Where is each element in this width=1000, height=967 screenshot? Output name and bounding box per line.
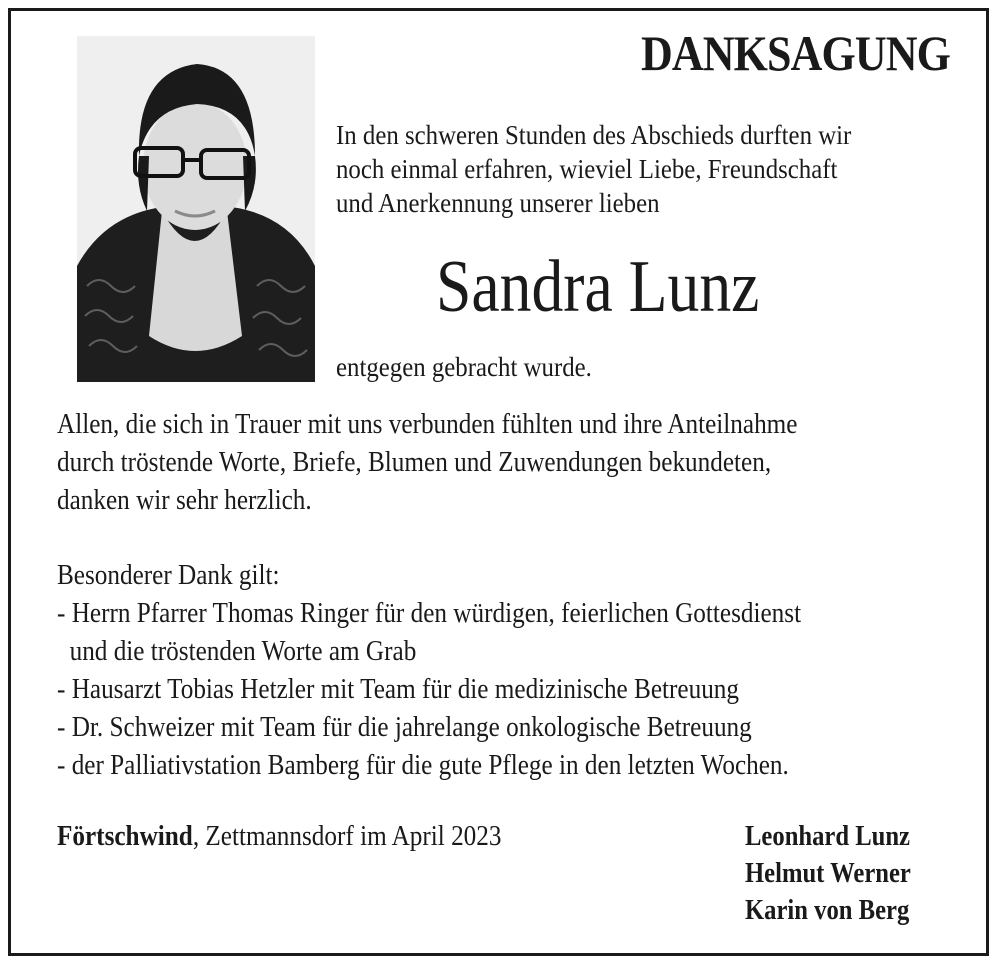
place-date [57, 818, 501, 856]
special-thanks-intro: Besonderer Dank gilt: [57, 560, 280, 591]
special-thanks [57, 557, 977, 785]
portrait-photo [77, 36, 315, 382]
special-thanks-item: - Hausarzt Tobias Hetzler mit Team für die medizinische Betreuung [57, 674, 740, 705]
signer-name: Leonhard Lunz [745, 821, 910, 852]
intro-line: und Anerkennung unserer lieben [336, 188, 660, 218]
thanks-line: durch tröstende Worte, Briefe, Blumen und Zuwendungen bekundeten, [57, 447, 772, 478]
signer-name: Helmut Werner [745, 858, 911, 889]
deceased-name: Sandra Lunz [436, 246, 760, 328]
signer-name: Karin von Berg [745, 895, 910, 926]
intro-line: In den schweren Stunden des Abschieds durften wir [336, 120, 852, 150]
special-thanks-item: - Herrn Pfarrer Thomas Ringer für den würdigen, feierlichen Gottesdienst [57, 598, 802, 629]
notice-heading: DANKSAGUNG [640, 25, 950, 81]
after-name-text: entgegen gebracht wurde. [336, 352, 592, 382]
thanks-line: Allen, die sich in Trauer mit uns verbunden fühlten und ihre Anteilnahme [57, 409, 798, 440]
place-rest: , Zettmannsdorf im April 2023 [192, 821, 502, 852]
thanks-paragraph [57, 406, 977, 520]
special-thanks-item: und die tröstenden Worte am Grab [57, 636, 417, 667]
intro-line: noch einmal erfahren, wieviel Liebe, Freundschaft [336, 154, 838, 184]
signers [745, 818, 985, 929]
thanks-line: danken wir sehr herzlich. [57, 485, 312, 516]
special-thanks-item: - der Palliativstation Bamberg für die gute Pflege in den letzten Wochen. [57, 750, 789, 781]
intro-text [336, 118, 976, 220]
place-bold: Förtschwind [57, 821, 193, 852]
portrait-image [77, 36, 315, 382]
special-thanks-item: - Dr. Schweizer mit Team für die jahrelange onkologische Betreuung [57, 712, 752, 743]
